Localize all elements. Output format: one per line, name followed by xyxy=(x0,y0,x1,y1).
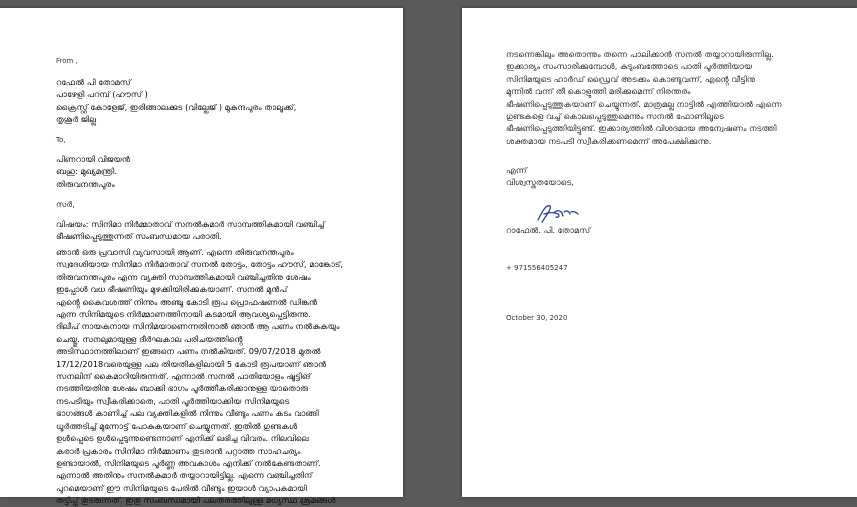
closing-line: വിശ്വസ്തതയോടെ, xyxy=(506,177,574,188)
body-line: സനലിന് കൈമാറിയിരുന്നത്. എന്നാൽ സനൽ പാതിയോളം ഷൂട്ടിങ് xyxy=(56,371,311,382)
recipient-line: പിണറായി വിജയൻ xyxy=(56,154,130,164)
body-line: ശക്തമായ നടപടി സ്വീകരിക്കണമെന്ന് അപേക്ഷിക്കുന്നു. xyxy=(506,135,712,146)
body-line: തട്ടിപ്പ് തുടരുന്നത്. ഇതു സംബന്ധമായി പലതരത്തിലുള്ള മധ്യസ്ഥ ശ്രമങ്ങൾ xyxy=(56,495,336,506)
sender-address-line: തൃശൂർ ജില്ല xyxy=(56,114,97,125)
sender-address-line: പാഴേളി പറമ്പ് (ഹൗസ് ) xyxy=(56,89,148,100)
body-line: എൻ്റെ കൈവശത്ത് നിന്നും അഞ്ചു കോടി രൂപ പ്രൊഫഷണൽ ഡിങ്കൻ xyxy=(56,296,318,307)
letter-date: October 30, 2020 xyxy=(506,314,568,322)
phone-number: + 971556405247 xyxy=(506,264,568,272)
body-line: ഭീഷണിപ്പെടുത്തിയിട്ടുണ്ട്. ഇക്കാര്യത്തിൽ വിശദമായ അന്വേഷണം നടത്തി xyxy=(506,123,777,134)
sender-block xyxy=(56,76,396,126)
subject-block xyxy=(56,218,396,243)
body-line: ഭീഷണിപ്പെടുത്തുകയാണ് ചെയ്യുന്നത്. മാത്രമല്ല നാട്ടിൽ എത്തിയാൽ എന്നെ xyxy=(506,98,782,109)
letter-page-2 xyxy=(462,8,857,497)
body-line: ദിലീപ് നായകനായ സിനിമയാണെന്നതിനാൽ ഞാൻ ആ പണം നൽകുകയും xyxy=(56,321,340,332)
body-line: എന്നാൽ അതിനും സനൽകുമാർ തയ്യാറായിട്ടില്ല. എന്നെ വഞ്ചിച്ചതിന് xyxy=(56,470,313,481)
body-line: നടന്നെങ്കിലും അതൊന്നും തന്നെ പാലിക്കാൻ സനൽ തയ്യാറായിരുന്നില്ല. xyxy=(506,49,774,59)
body-line: ഗുണ്ടകളെ വച്ച് കൊലപ്പെടുത്തുമെന്നും സനൽ ഫോണിലൂടെ xyxy=(506,111,724,122)
body-line: ഇപ്പോൾ വധ ഭീഷണിയും മുഴക്കിയിരിക്കുകയാണ്. സനൽ മുൻപ് xyxy=(56,284,288,295)
salutation: സർ, xyxy=(56,199,75,209)
body-line: അടിസ്ഥാനത്തിലാണ് ഇങ്ങനെ പണം നൽകിയത്. 09/07/2018 മുതൽ xyxy=(56,346,321,357)
sender-name: റഫേൽ പി തോമസ് xyxy=(56,77,131,87)
from-label: From , xyxy=(56,57,78,65)
body-line: ഉണ്ടായാൽ, സിനിമയുടെ പൂർണ്ണ അവകാശം എനിക്ക് നൽകേണ്ടതാണ്. xyxy=(56,457,321,468)
letter-page-1 xyxy=(0,8,403,506)
letter-body xyxy=(56,246,396,507)
recipient-line: തിരുവനന്തപുരം xyxy=(56,178,115,189)
recipient-line: ബഹു: മുഖ്യമന്ത്രി. xyxy=(56,166,117,177)
signature-image xyxy=(532,200,582,226)
to-label: To, xyxy=(56,136,66,144)
body-line: പുറമെയാണ് ഈ സിനിമയുടെ പേരിൽ വീണ്ടും ഇയാൾ വ്യാപകമായി xyxy=(56,482,307,493)
body-line: സ്വദേശിയായ സിനിമാ നിർമാതാവ് സനൽ തോട്ടം, തോട്ടം ഹൗസ്, മാങ്കോട്, xyxy=(56,259,344,270)
body-line: നടത്തിയതിനു ശേഷം ബാക്കി ഭാഗം പൂർത്തീകരിക്കാനുള്ള യാതൊരു xyxy=(56,383,309,394)
body-line: ഇക്കാര്യം സംസാരിക്കുമ്പോൾ, കുടുംബത്തോടെ പാതി പൂർത്തിയായ xyxy=(506,61,753,72)
body-line: ഭാഗങ്ങൾ കാണിച്ച് പല വ്യക്തികളിൽ നിന്നും വീണ്ടും പണം കടം വാങ്ങി xyxy=(56,408,319,419)
body-line: ചെയ്തു. സനലുമായുള്ള ദീർഘകാല പരിചയത്തിൻ്റെ xyxy=(56,333,243,344)
body-line: മുന്നിൽ വന്ന് തീ കൊളുത്തി മരിക്കുമെന്ന് നിരന്തരം xyxy=(506,86,691,97)
body-line: ഞാൻ ഒരു പ്രവാസി വ്യവസായി ആണ്. എന്നെ തിരുവനന്തപുരം xyxy=(56,247,294,257)
body-line: സിനിമയുടെ ഹാർഡ് ഡ്രൈവ് അടക്കം കൊണ്ടുവന്ന്, എൻ്റെ വീട്ടിനു xyxy=(506,73,756,84)
body-line: നടപടിയും സ്വീകരിക്കാതെ, പാതി പൂർത്തിയാക്കിയ സിനിമയുടെ xyxy=(56,395,290,406)
body-line: 17/12/2018വരെയുള്ള പല തിയതികളിലായി 5 കോടി രൂപയാണ് ഞാൻ xyxy=(56,358,327,369)
recipient-block xyxy=(56,153,396,190)
body-line: ധൂർത്തടിച്ച് മുന്നോട്ട് പോകുകയാണ് ചെയ്യുന്നത്. ഇതിൽ ഗുണ്ടകൾ xyxy=(56,420,298,431)
subject-line: വിഷയം: സിനിമാ നിർമ്മാതാവ് സനൽകുമാർ സാമ്പത്തികമായി വഞ്ചിച്ച് xyxy=(56,219,325,229)
closing-block xyxy=(506,164,851,189)
body-line: ഉൾപ്പെടെ ഉൾപ്പെടുന്നുണ്ടെന്നാണ് എനിക്ക് ലഭിച്ച വിവരം. നിലവിലെ xyxy=(56,433,309,444)
body-line: എന്ന സിനിമയുടെ നിർമ്മാണത്തിനായി കടമായി ആവശ്യപ്പെട്ടിരുന്നു. xyxy=(56,309,311,320)
subject-line: ഭീഷണിപ്പെടുത്തുന്നത് സംബന്ധമായ പരാതി. xyxy=(56,231,222,242)
body-line: കരാർ പ്രകാരം സിനിമാ നിർമ്മാണം തുടരാൻ പറ്റാത്ത സാഹചര്യം xyxy=(56,445,301,456)
signature-name: റാഫേൽ. പി. തോമസ് xyxy=(506,225,591,235)
body-line: തിരുവനന്തപുരം എന്ന വ്യക്തി സാമ്പത്തികമായി വഞ്ചിച്ചതിനു ശേഷം xyxy=(56,271,311,282)
letter-body-continued xyxy=(506,48,851,147)
closing-line: എന്ന് xyxy=(506,165,527,175)
sender-address-line: ക്രൈസ്റ്റ് കോളേജ്, ഇരിങ്ങാലക്കുട (വില്ലേജ് ) മുകുന്ദപുരം താലൂക്ക്, xyxy=(56,101,297,112)
